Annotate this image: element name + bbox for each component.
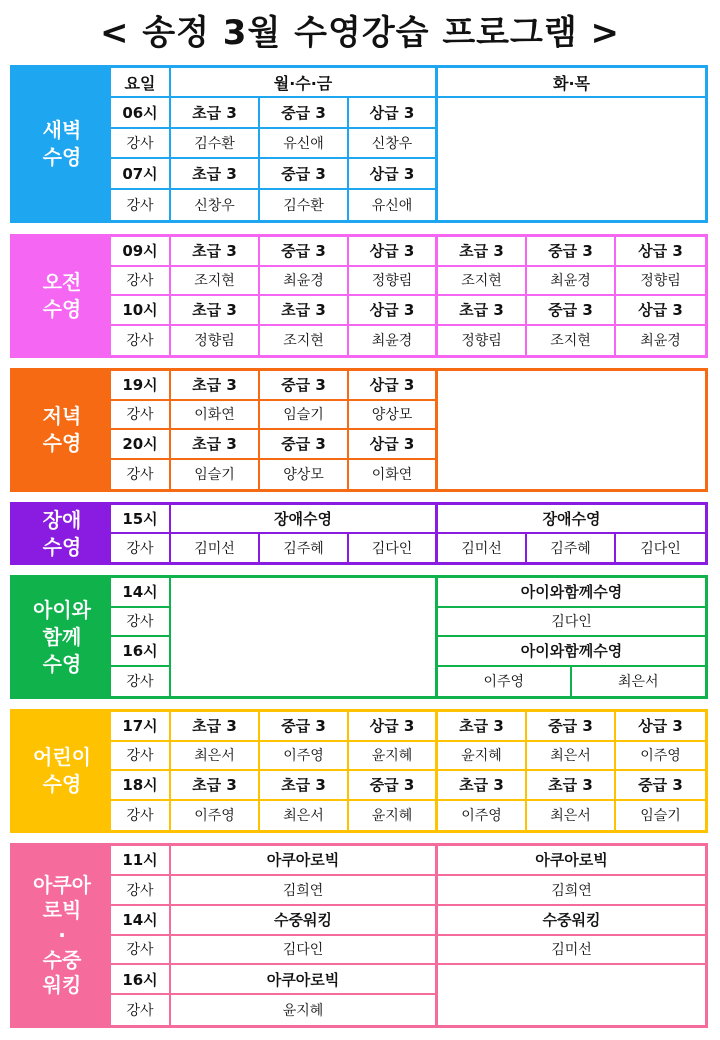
time-cell: 16시 [111,965,171,995]
instructor-cell: 김희연 [171,876,438,906]
class-cell: 초급 3 [527,771,616,801]
instructor-cell: 정향림 [171,326,260,356]
class-cell: 초급 3 [171,430,260,460]
time-cell: 16시 [111,637,171,667]
instructor-cell: 김다인 [438,608,705,638]
class-cell: 초급 3 [438,712,527,742]
class-cell: 수중워킹 [171,906,438,936]
class-cell: 초급 3 [260,771,349,801]
section-evening [10,368,708,492]
class-cell: 상급 3 [349,712,438,742]
time-cell: 14시 [111,906,171,936]
instructor-cell: 이주영 [616,742,705,772]
instructor-cell: 유신애 [349,190,438,220]
class-cell: 중급 3 [260,237,349,267]
class-cell: 초급 3 [438,296,527,326]
instructor-label: 강사 [111,190,171,220]
instructor-cell: 최은서 [527,742,616,772]
class-cell: 상급 3 [616,712,705,742]
section-aqua [10,843,708,1028]
instructor-cell: 이화연 [349,460,438,490]
class-cell: 아쿠아로빅 [171,965,438,995]
instructor-cell: 조지현 [260,326,349,356]
instructor-label: 강사 [111,129,171,159]
class-cell: 상급 3 [349,159,438,189]
class-cell: 장애수영 [438,505,705,534]
instructor-cell: 최윤경 [260,267,349,297]
section-dawn [10,65,708,223]
class-cell: 장애수영 [171,505,438,534]
instructor-cell: 이화연 [171,401,260,431]
instructor-cell: 최은서 [617,674,659,691]
instructor-cell: 김다인 [171,936,438,966]
time-cell: 15시 [111,505,171,534]
class-cell: 상급 3 [349,430,438,460]
instructor-cell: 이주영 [438,801,527,831]
class-cell: 상급 3 [616,296,705,326]
time-cell: 17시 [111,712,171,742]
class-cell: 상급 3 [349,371,438,401]
class-cell: 초급 3 [171,371,260,401]
section-label-evening: 저녁 수영 [13,371,111,489]
instructor-cell: 최윤경 [527,267,616,297]
class-cell: 초급 3 [171,712,260,742]
instructor-cell: 신창우 [171,190,260,220]
time-cell: 20시 [111,430,171,460]
class-cell: 초급 3 [171,296,260,326]
time-cell: 06시 [111,98,171,128]
instructor-label: 강사 [111,995,171,1025]
time-cell: 10시 [111,296,171,326]
instructor-cell: 윤지혜 [171,995,438,1025]
class-cell: 초급 3 [171,237,260,267]
instructor-cell: 김미선 [438,534,527,563]
class-cell: 중급 3 [527,237,616,267]
instructor-label: 강사 [111,267,171,297]
header-day: 요일 [111,68,171,98]
instructor-cell: 정향림 [616,267,705,297]
class-cell: 중급 3 [527,296,616,326]
class-cell: 상급 3 [349,296,438,326]
instructor-cell: 김미선 [438,936,705,966]
instructor-cell: 정향림 [349,267,438,297]
instructor-cell: 김미선 [171,534,260,563]
empty-cell [438,371,705,489]
instructor-cell: 양상모 [349,401,438,431]
time-cell: 09시 [111,237,171,267]
instructor-cell: 이주영 [171,801,260,831]
section-label-parent-child: 아이와 함께 수영 [13,578,111,696]
instructor-cell: 김주혜 [260,534,349,563]
class-cell: 초급 3 [260,296,349,326]
class-cell: 초급 3 [171,98,260,128]
instructor-cell: 유신애 [260,129,349,159]
class-cell: 중급 3 [260,98,349,128]
class-cell: 초급 3 [438,237,527,267]
class-cell: 중급 3 [260,430,349,460]
section-morning [10,234,708,358]
class-cell: 중급 3 [616,771,705,801]
instructor-cell: 윤지혜 [438,742,527,772]
class-cell: 중급 3 [527,712,616,742]
class-cell: 중급 3 [260,712,349,742]
header-tt: 화·목 [438,68,705,98]
instructor-cell: 신창우 [349,129,438,159]
empty-cell [438,98,705,220]
instructor-label: 강사 [111,401,171,431]
instructor-cell: 최윤경 [640,333,681,350]
instructor-cell: 조지현 [527,326,616,356]
instructor-label: 강사 [111,742,171,772]
class-cell: 초급 3 [171,159,260,189]
header-mwf: 월·수·금 [171,68,438,98]
section-kids [10,709,708,833]
empty-cell [438,965,705,1025]
instructor-label: 강사 [111,936,171,966]
instructor-cell: 임슬기 [260,401,349,431]
class-cell: 상급 3 [349,237,438,267]
instructor-cell: 윤지혜 [349,742,438,772]
instructor-cell: 임슬기 [640,808,681,825]
instructor-label: 강사 [111,667,171,697]
instructor-cell: 정향림 [438,326,527,356]
class-cell: 초급 3 [171,771,260,801]
section-label-disabled: 장애 수영 [13,505,111,562]
instructor-cell: 최은서 [527,801,616,831]
class-cell: 아쿠아로빅 [438,846,705,876]
time-cell: 14시 [111,578,171,608]
time-cell: 07시 [111,159,171,189]
section-label-dawn: 새벽 수영 [13,68,111,220]
time-cell: 11시 [111,846,171,876]
instructor-label: 강사 [111,326,171,356]
instructor-split [438,667,705,697]
instructor-cell: 윤지혜 [349,801,438,831]
class-cell: 상급 3 [349,98,438,128]
instructor-cell: 이주영 [438,667,572,697]
instructor-cell: 김수환 [260,190,349,220]
instructor-cell: 최은서 [171,742,260,772]
instructor-cell: 김다인 [349,534,438,563]
section-disabled [10,502,708,565]
instructor-cell: 양상모 [260,460,349,490]
instructor-cell: 조지현 [438,267,527,297]
instructor-cell: 이주영 [260,742,349,772]
instructor-cell: 김다인 [640,540,681,557]
instructor-cell: 최은서 [260,801,349,831]
class-cell: 아이와함께수영 [438,637,705,667]
instructor-cell: 조지현 [171,267,260,297]
instructor-cell: 김주혜 [527,534,616,563]
time-cell: 19시 [111,371,171,401]
section-label-aqua: 아쿠아 로빅 · 수중 워킹 [13,846,111,1025]
section-label-morning: 오전 수영 [13,237,111,355]
instructor-cell: 최윤경 [349,326,438,356]
instructor-label: 강사 [111,608,171,638]
class-cell: 수중워킹 [438,906,705,936]
empty-cell [171,578,438,696]
instructor-label: 강사 [111,534,171,563]
class-cell: 상급 3 [616,237,705,267]
class-cell: 중급 3 [260,371,349,401]
class-cell: 아이와함께수영 [438,578,705,608]
instructor-label: 강사 [111,460,171,490]
instructor-cell: 김수환 [171,129,260,159]
class-cell: 초급 3 [438,771,527,801]
instructor-label: 강사 [111,801,171,831]
section-parent-child [10,575,708,699]
class-cell: 중급 3 [260,159,349,189]
page-title: < 송정 3월 수영강습 프로그램 > [99,13,621,53]
section-label-kids: 어린이 수영 [13,712,111,830]
class-cell: 아쿠아로빅 [171,846,438,876]
instructor-cell: 임슬기 [171,460,260,490]
instructor-cell: 김희연 [438,876,705,906]
instructor-label: 강사 [111,876,171,906]
time-cell: 18시 [111,771,171,801]
class-cell: 중급 3 [349,771,438,801]
